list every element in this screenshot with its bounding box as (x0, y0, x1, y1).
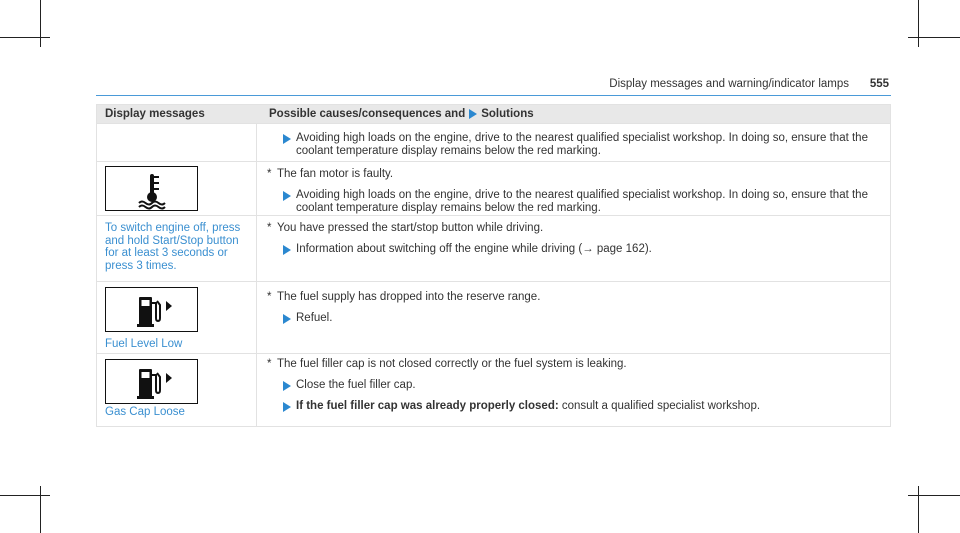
crop-mark (0, 495, 50, 496)
solution-cell (257, 354, 890, 413)
solution-cell (257, 282, 890, 325)
solution-text: Refuel. (296, 312, 333, 324)
table-row (97, 215, 890, 281)
column-header-display-messages: Display messages (105, 108, 205, 120)
solution-text: Avoiding high loads on the engine, drive to the nearest qualified specialist workshop. In doing so, ensure that the coolant temperature display remains below the red marking. (296, 132, 868, 157)
solution-item (267, 379, 878, 392)
cause-label: You have pressed the start/stop button while driving. (277, 222, 544, 234)
solution-text: Close the fuel filler cap. (296, 379, 416, 391)
table-row (97, 161, 890, 215)
table-row (97, 353, 890, 426)
display-message-text: Gas Cap Loose (105, 406, 185, 418)
table-header (97, 105, 890, 123)
page-number: 555 (869, 78, 889, 90)
display-cell (97, 216, 257, 281)
solution-cell (257, 162, 890, 215)
solution-text: Information about switching off the engine while driving (→ page 162). (296, 243, 652, 255)
display-message-text: To switch engine off, press and hold Start/Stop button for at least 3 seconds or press 3 times. (105, 222, 241, 272)
header-rule (96, 95, 891, 96)
crop-mark (908, 37, 960, 38)
display-cell (97, 354, 257, 426)
column-header-solutions-text: Solutions (481, 108, 534, 120)
solution-item (267, 400, 878, 413)
solution-item (267, 132, 878, 158)
solution-condition: If the fuel filler cap was already properly closed: (296, 400, 559, 412)
display-message-text: Fuel Level Low (105, 338, 183, 350)
solution-cell (257, 216, 890, 256)
solution-cell (257, 124, 890, 158)
solution-arrow-icon (283, 191, 291, 201)
solution-text: Avoiding high loads on the engine, drive to the nearest qualified specialist workshop. In doing so, ensure that the coolant temperature display remains below the red marking. (296, 189, 868, 214)
table-row (97, 123, 890, 161)
column-header-causes-solutions (269, 108, 534, 120)
running-header-title: Display messages and warning/indicator lamps (609, 78, 849, 90)
solution-item (267, 189, 878, 215)
cause-text: * You have pressed the start/stop button while driving. (267, 222, 544, 234)
running-header (96, 78, 891, 92)
solution-arrow-icon (283, 245, 291, 255)
cause-label: The fan motor is faulty. (277, 168, 394, 180)
coolant-temperature-icon (105, 166, 198, 211)
solution-arrow-icon (283, 402, 291, 412)
cause-label: The fuel supply has dropped into the reserve range. (277, 291, 541, 303)
display-cell (97, 124, 257, 161)
solution-text: consult a qualified specialist workshop. (561, 400, 761, 412)
display-messages-table (96, 104, 891, 427)
cause-text: * The fan motor is faulty. (267, 168, 394, 180)
fuel-pump-icon (105, 287, 198, 332)
solution-arrow-icon (283, 381, 291, 391)
cause-label: The fuel filler cap is not closed correctly or the fuel system is leaking. (277, 358, 627, 370)
crop-mark (0, 37, 50, 38)
fuel-pump-icon (105, 359, 198, 404)
crop-mark (40, 0, 41, 47)
crop-mark (918, 486, 919, 533)
crop-mark (40, 486, 41, 533)
crop-mark (908, 495, 960, 496)
display-cell (97, 282, 257, 353)
cause-text: * The fuel supply has dropped into the reserve range. (267, 291, 541, 303)
solution-arrow-icon (283, 314, 291, 324)
solution-item (267, 243, 878, 256)
cause-text: * The fuel filler cap is not closed correctly or the fuel system is leaking. (267, 358, 627, 370)
column-header-causes-text: Possible causes/consequences and (269, 108, 466, 120)
solution-item (267, 312, 878, 325)
solution-arrow-icon (283, 134, 291, 144)
display-cell (97, 162, 257, 215)
table-row (97, 281, 890, 353)
crop-mark (918, 0, 919, 47)
solution-arrow-icon (469, 109, 477, 119)
